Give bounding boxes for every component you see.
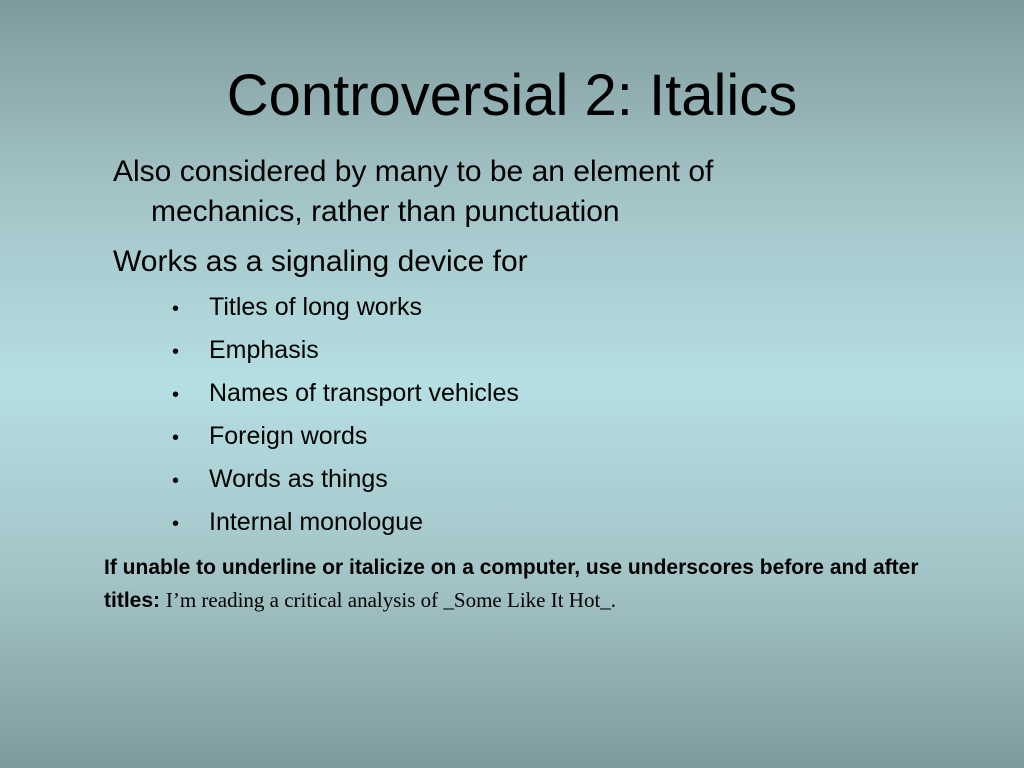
- sub-point-titles: [172, 287, 519, 330]
- signaling-uses-list: [172, 287, 519, 545]
- bullet-icon: •: [172, 513, 180, 535]
- bullet-icon: •: [172, 384, 180, 406]
- bullet-icon: •: [172, 341, 180, 363]
- main-point-mechanics: Also considered by many to be an element of mechanics, rather than punctuation: [113, 155, 714, 228]
- sub-point-emphasis: [172, 330, 519, 373]
- sub-point-foreign: [172, 416, 519, 459]
- sub-point-label: Foreign words: [209, 422, 368, 450]
- sub-point-label: Words as things: [209, 465, 388, 493]
- main-point-signaling: Works as a signaling device for: [113, 245, 528, 278]
- bullet-icon: •: [172, 470, 180, 492]
- underscore-note: [104, 552, 934, 617]
- note-instruction: If unable to underline or italicize on a computer, use underscores before and after titles:: [104, 556, 919, 612]
- note-example: I’m reading a critical analysis of _Some Like It Hot_.: [165, 588, 617, 612]
- sub-point-label: Names of transport vehicles: [209, 379, 519, 407]
- bullet-icon: •: [172, 427, 180, 449]
- sub-point-words-as-things: [172, 459, 519, 502]
- sub-point-label: Internal monologue: [209, 508, 424, 536]
- slide-title: Controversial 2: Italics: [226, 63, 798, 128]
- sub-point-label: Titles of long works: [209, 293, 423, 321]
- sub-point-transport: [172, 373, 519, 416]
- sub-point-monologue: [172, 502, 519, 545]
- main-points-list: [113, 152, 873, 292]
- sub-point-label: Emphasis: [209, 336, 319, 364]
- bullet-icon: •: [172, 298, 180, 320]
